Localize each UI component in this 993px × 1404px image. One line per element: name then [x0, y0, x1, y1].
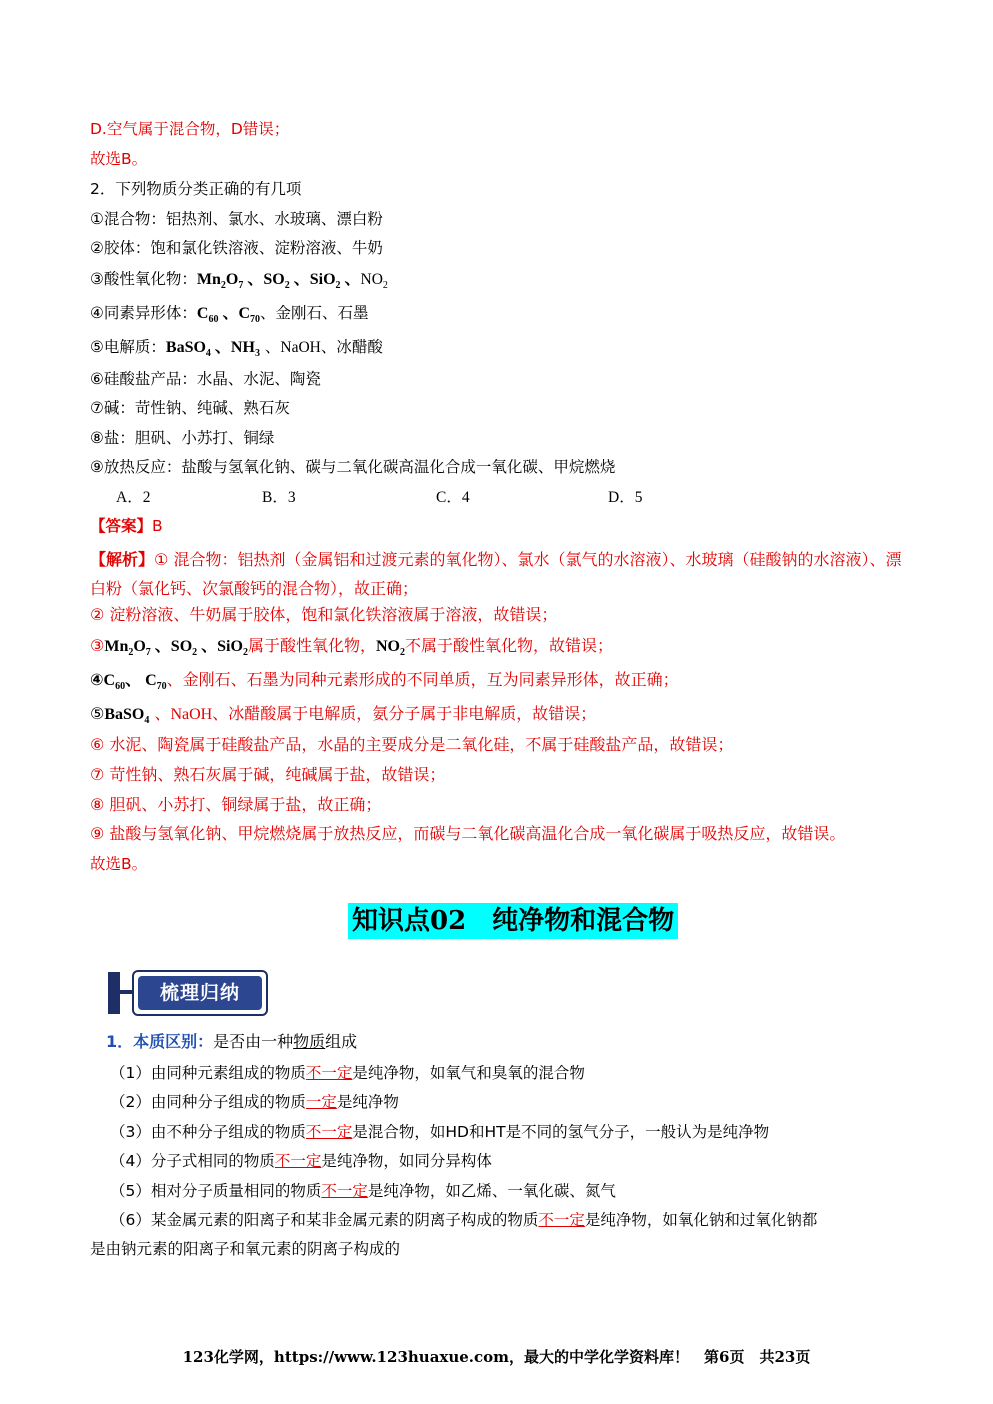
kp-fill-5: 不一定: [321, 1182, 368, 1200]
answer-label: 【答案】: [90, 517, 153, 535]
analysis-4-end: 、金刚石、石墨为同种元素形成的不同单质，互为同素异形体，故正确；: [166, 670, 679, 689]
kp-point-4: （4）分子式相同的物质不一定是纯净物，如同分异构体: [110, 1152, 492, 1170]
analysis-choose: 故选B。: [90, 855, 148, 873]
analysis-6: ⑥ 水泥、陶瓷属于硅酸盐产品，水晶的主要成分是二氧化硅，不属于硅酸盐产品，故错误；: [90, 735, 734, 754]
summary-badge: [108, 970, 266, 1016]
kp-point-3: （3）由不种分子组成的物质不一定是混合物，如HD和HT是不同的氢气分子，一般认为是纯净物: [110, 1123, 770, 1141]
kp-point-6: （6）某金属元素的阳离子和某非金属元素的阴离子构成的物质不一定是纯净物，如氧化钠和过氧化钠都: [110, 1211, 818, 1229]
analysis-2: ② 淀粉溶液、牛奶属于胶体，饱和氯化铁溶液属于溶液，故错误；: [90, 605, 558, 624]
item-5-rest: 、冰醋酸: [320, 338, 383, 356]
kp-heading-underline: 物质: [293, 1032, 326, 1051]
item-4-label: ④同素异形体：: [90, 304, 197, 322]
item-4-rest: 、金刚石、石墨: [260, 304, 369, 322]
item-5-label: ⑤电解质：: [90, 338, 166, 356]
answer-value: B: [152, 517, 163, 535]
analysis-3-mid: 属于酸性氧化物，: [247, 636, 376, 655]
answer-line-d: D.空气属于混合物，D错误；: [90, 120, 290, 138]
answer-line: [90, 515, 163, 537]
item-1: ①混合物：铝热剂、氯水、水玻璃、漂白粉: [90, 210, 383, 228]
item-7: ⑦碱：苛性钠、纯碱、熟石灰: [90, 399, 290, 417]
option-d: D．5: [608, 489, 643, 506]
analysis-9: ⑨ 盐酸与氢氧化钠、甲烷燃烧属于放热反应，而碳与二氧化碳高温化合成一氧化碳属于吸热反应，故错误。: [90, 824, 846, 843]
kp-heading-end: 组成: [325, 1032, 358, 1051]
analysis-5: ⑤BaSO$_4$ 、NaOH、冰醋酸属于电解质，氨分子属于非电解质，故错误；: [90, 704, 597, 727]
option-c: C．4: [436, 489, 470, 506]
analysis-7: ⑦ 苛性钠、熟石灰属于碱，纯碱属于盐，故错误；: [90, 765, 446, 784]
analysis-label: 【解析】: [90, 550, 155, 569]
item-5: ⑤电解质：BaSO$_4$ 、$NH_3$ 、NaOH、冰醋酸: [90, 338, 383, 360]
kp-heading-rest: 是否由一种: [213, 1032, 294, 1051]
kp-heading-num: 1．本质区别：: [106, 1032, 214, 1051]
badge-box: [132, 970, 268, 1016]
option-b: B．3: [262, 489, 296, 506]
item-3: ③酸性氧化物：$Mn_2O_7$ 、$SO_2$ 、SiO$_2$ 、$NO_2$: [90, 270, 388, 292]
question-stem: 2．下列物质分类正确的有几项: [90, 180, 302, 198]
kp-point-1: （1）由同种元素组成的物质不一定是纯净物，如氧气和臭氧的混合物: [110, 1064, 585, 1082]
kp-fill-2: 一定: [305, 1093, 337, 1111]
kp-fill-1: 不一定: [305, 1064, 353, 1082]
kp-point-5: （5）相对分子质量相同的物质不一定是纯净物，如乙烯、一氧化碳、氮气: [110, 1182, 616, 1200]
kp-point-2: （2）由同种分子组成的物质一定是纯净物: [110, 1093, 399, 1111]
analysis-1-text: ① 混合物：铝热剂（金属铝和过渡元素的氧化物）、氯水（氯气的水溶液）、水玻璃（硅酸钠的水溶液）、漂白粉（氯化钙、次氯酸钙的混合物），故正确；: [90, 550, 902, 598]
analysis-1: [90, 545, 910, 603]
kp-fill-6: 不一定: [538, 1211, 585, 1229]
badge-label: 梳理归纳: [138, 976, 262, 1010]
analysis-5-end: 、冰醋酸属于电解质，氨分子属于非电解质，故错误；: [212, 704, 597, 723]
analysis-3: $③Mn_2O_7$ 、$SO_2$ 、SiO$_2$属于酸性氧化物，$NO_2$不属于酸性氧化物，故错误；: [90, 636, 613, 659]
badge-bar: [108, 972, 120, 1014]
item-3-label: ③酸性氧化物：: [90, 270, 197, 288]
analysis-8: ⑧ 胆矾、小苏打、铜绿属于盐，故正确；: [90, 795, 382, 814]
analysis-4: $④C_{60}$、 $C_{70}$、金刚石、石墨为同种元素形成的不同单质，互为同素异形体，故正确；: [90, 670, 679, 693]
option-a: A．2: [116, 489, 151, 506]
item-8: ⑧盐：胆矾、小苏打、铜绿: [90, 429, 275, 447]
item-2: ②胶体：饱和氯化铁溶液、淀粉溶液、牛奶: [90, 239, 383, 257]
answer-choose-top: 故选B。: [90, 150, 148, 168]
kp-point-6-cont: 是由钠元素的阳离子和氧元素的阴离子构成的: [90, 1240, 401, 1258]
kp-heading: [106, 1031, 357, 1053]
analysis-3-end: 不属于酸性氧化物，故错误；: [404, 636, 613, 655]
item-4: ④同素异形体：$C_{60}$ 、$C_{70}$、金刚石、石墨: [90, 304, 369, 326]
kp-fill-3: 不一定: [305, 1123, 353, 1141]
page-footer: 123化学网，https://www.123huaxue.com，最大的中学化学资料库！ 第6页 共23页: [182, 1348, 811, 1366]
kp-fill-4: 不一定: [274, 1152, 322, 1170]
section-title: 知识点02 纯净物和混合物: [348, 903, 678, 939]
item-6: ⑥硅酸盐产品：水晶、水泥、陶瓷: [90, 370, 321, 388]
item-9: ⑨放热反应：盐酸与氢氧化钠、碳与二氧化碳高温化合成一氧化碳、甲烷燃烧: [90, 458, 616, 476]
